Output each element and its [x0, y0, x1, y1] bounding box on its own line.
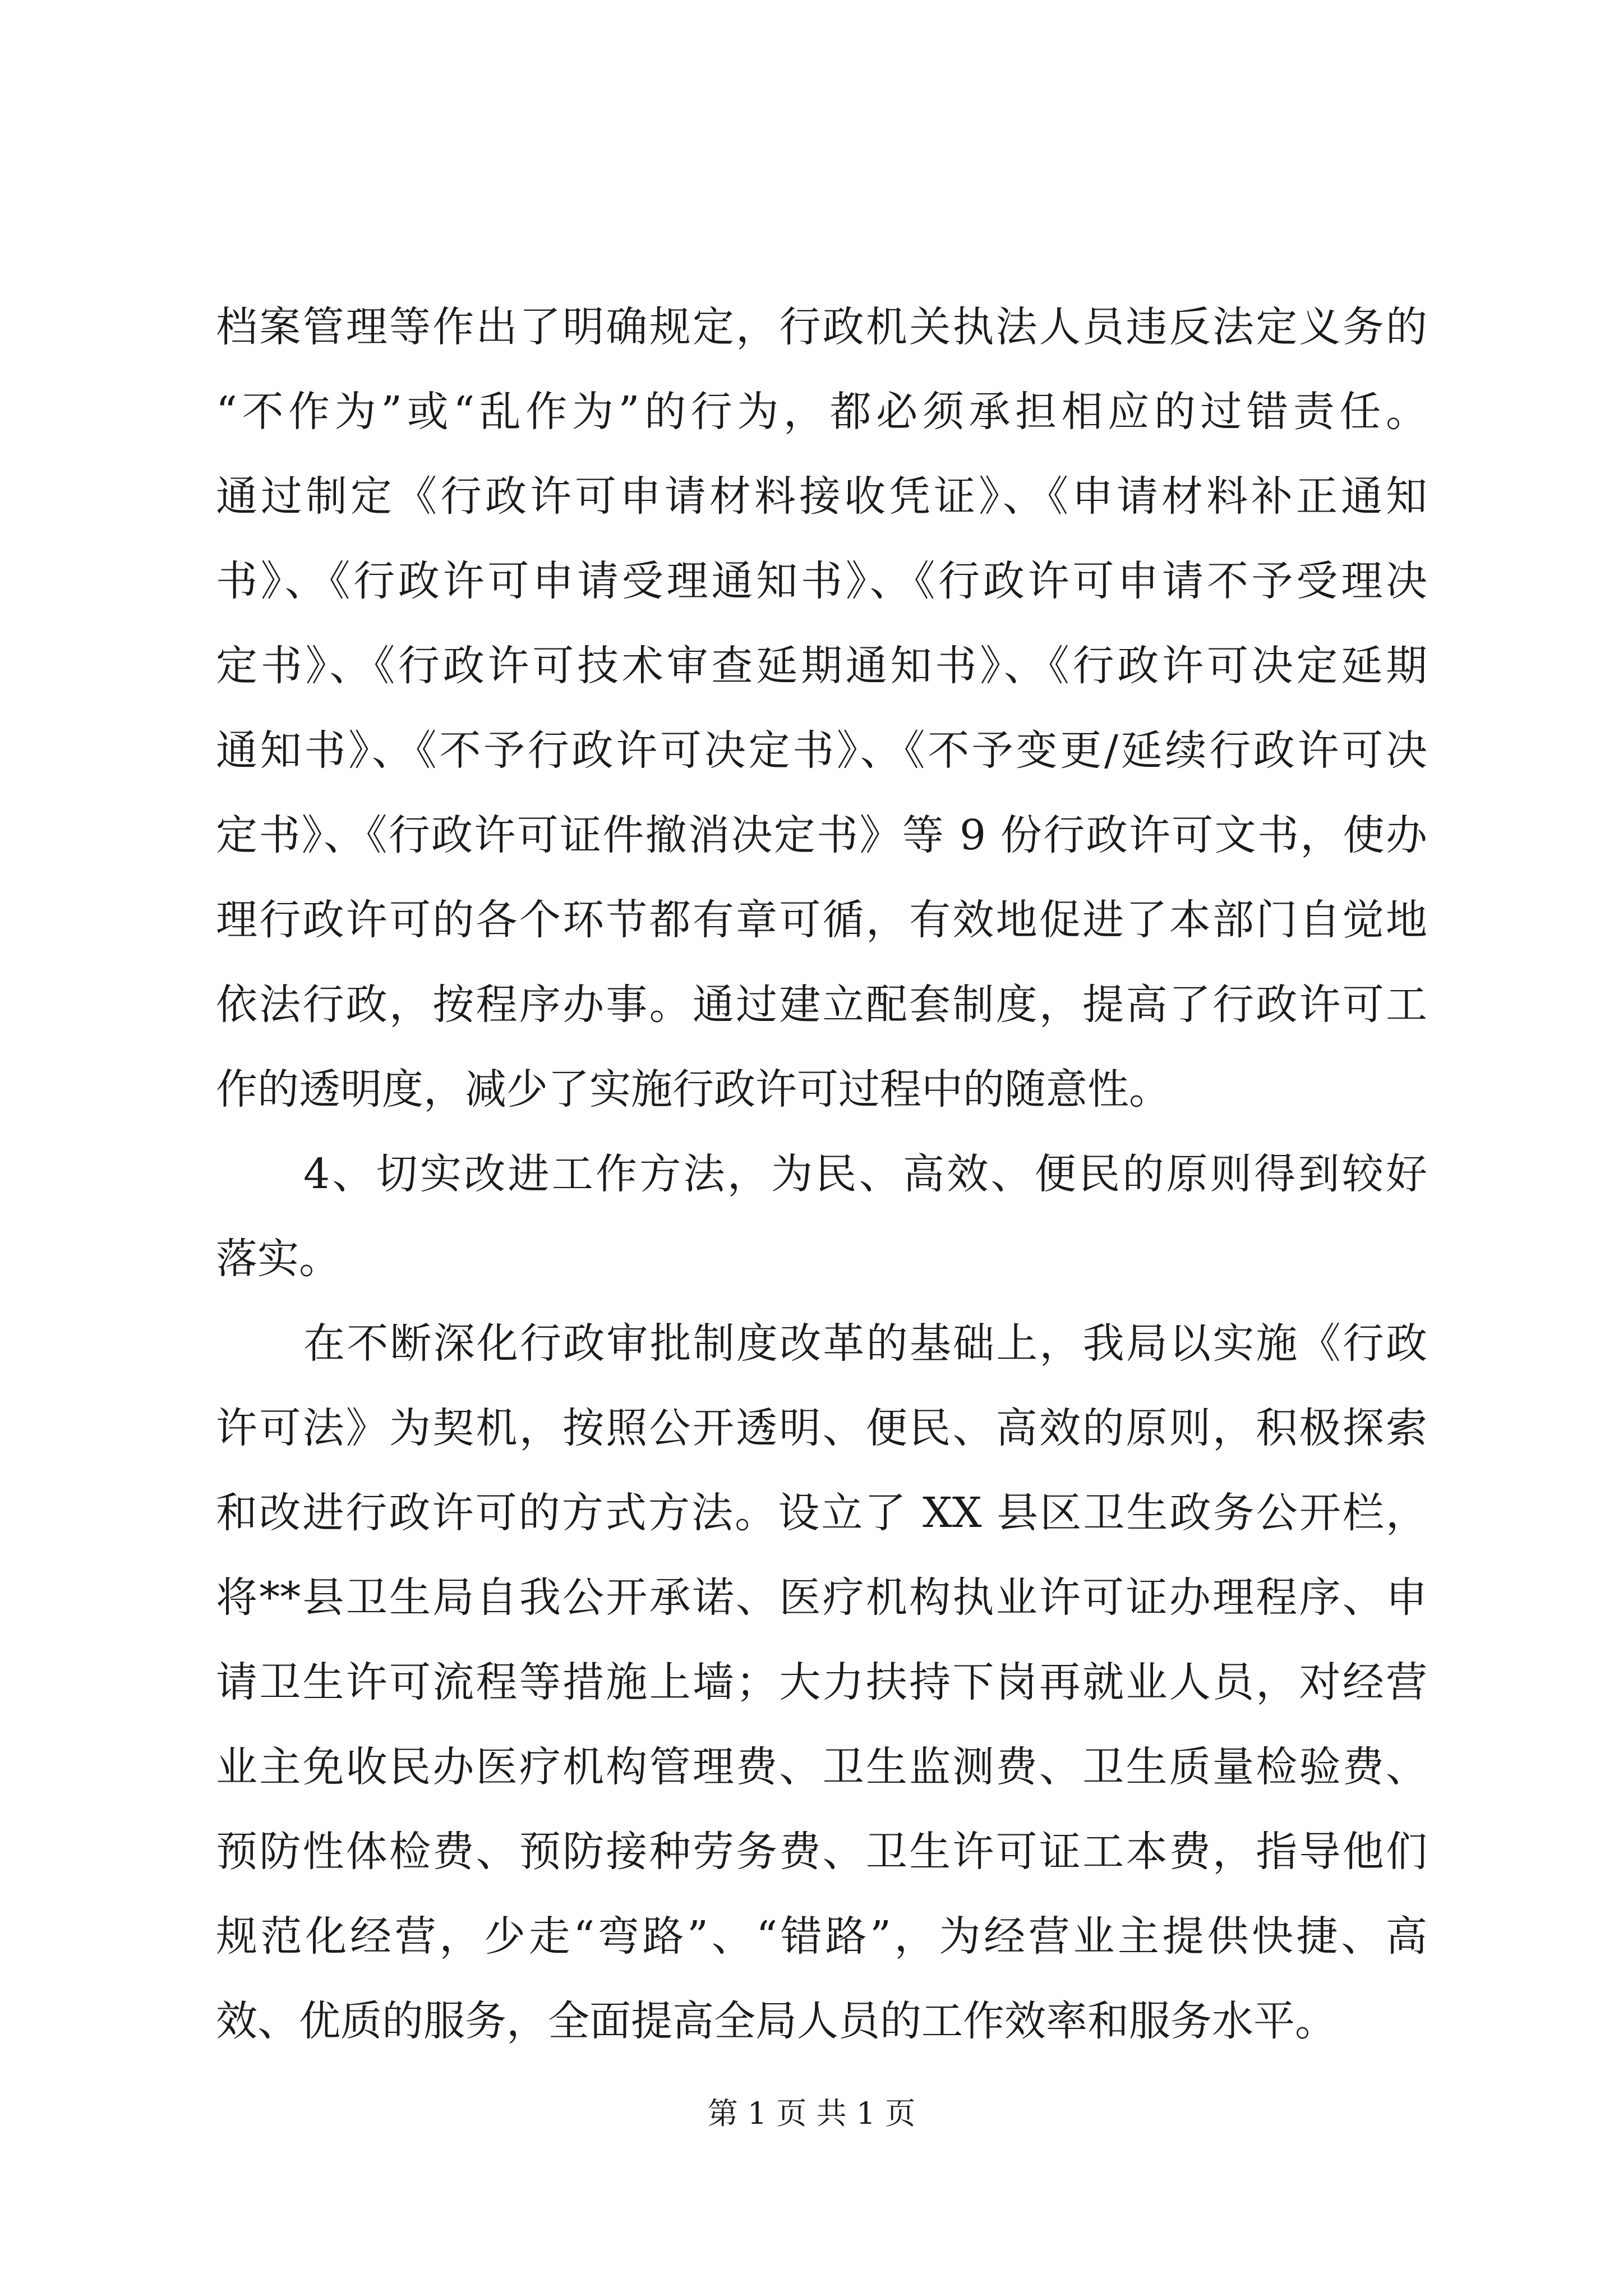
body-text-line: 和改进行政许可的方式方法。设立了 XX 县区卫生政务公开栏，	[216, 1489, 1427, 1537]
body-text-line: 作的透明度，减少了实施行政许可过程中的随意性。	[216, 1065, 1170, 1114]
body-text-line: 书》、《行政许可申请受理通知书》、《行政许可申请不予受理决	[216, 557, 1427, 605]
page-footer: 第 1 页 共 1 页	[707, 2096, 916, 2131]
body-text-line: 定书》、《行政许可证件撤消决定书》等 9 份行政许可文书，使办	[216, 811, 1427, 859]
body-text-line: 通知书》、《不予行政许可决定书》、《不予变更/延续行政许可决	[216, 726, 1427, 775]
body-text-line: 许可法》为契机，按照公开透明、便民、高效的原则，积极探索	[216, 1404, 1427, 1452]
section-heading-line: 落实。	[216, 1235, 340, 1283]
body-text-line: 档案管理等作出了明确规定，行政机关执法人员违反法定义务的	[216, 303, 1427, 351]
body-text-line: 预防性体检费、预防接种劳务费、卫生许可证工本费，指导他们	[216, 1828, 1427, 1876]
body-text-line: 通过制定《行政许可申请材料接收凭证》、《申请材料补正通知	[216, 472, 1427, 521]
body-text-line: 规范化经营，少走“弯路”、“错路”，为经营业主提供快捷、高	[216, 1912, 1427, 1961]
body-text-line: 效、优质的服务，全面提高全局人员的工作效率和服务水平。	[216, 1997, 1336, 2045]
body-text-line: 业主免收民办医疗机构管理费、卫生监测费、卫生质量检验费、	[216, 1743, 1427, 1791]
body-text-line: 在不断深化行政审批制度改革的基础上，我局以实施《行政	[303, 1319, 1427, 1368]
body-text-line: 将**县卫生局自我公开承诺、医疗机构执业许可证办理程序、申	[216, 1573, 1427, 1622]
section-heading-line: 4、切实改进工作方法，为民、高效、便民的原则得到较好	[303, 1150, 1427, 1198]
body-text-line: 请卫生许可流程等措施上墙；大力扶持下岗再就业人员，对经营	[216, 1658, 1427, 1706]
body-text-line: 依法行政，按程序办事。通过建立配套制度，提高了行政许可工	[216, 981, 1427, 1029]
body-text-line: 定书》、《行政许可技术审查延期通知书》、《行政许可决定延期	[216, 642, 1427, 690]
body-text-line: “不作为”或“乱作为”的行为，都必须承担相应的过错责任。	[216, 388, 1427, 436]
body-text-line: 理行政许可的各个环节都有章可循，有效地促进了本部门自觉地	[216, 896, 1427, 944]
